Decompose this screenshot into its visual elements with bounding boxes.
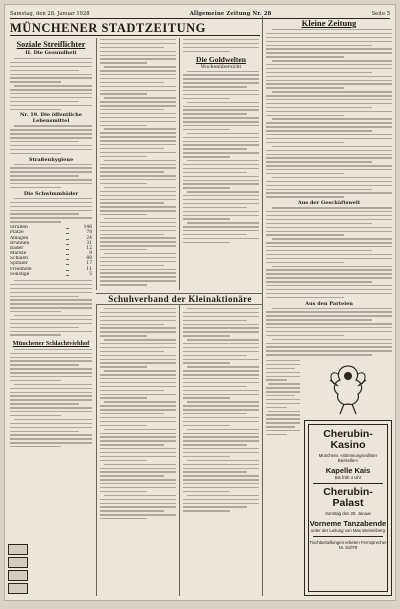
leader-dots [66,226,68,229]
banner-rule-bottom [96,304,262,305]
ad-footer: Tischbestellungen erbeten Fernsprecher Nr. 51078 [309,540,387,550]
article-body [10,280,92,336]
leader-dots [66,273,68,276]
column-rule [96,304,97,596]
statistics-list [10,225,92,277]
banner-headline: Schuhverband der Kleinaktionäre [108,294,252,304]
ad-feature-kasino: Kapelle Kais [325,466,371,475]
statistics-label: Straßen [10,225,28,231]
leader-dots [66,268,68,271]
article-body [183,39,259,52]
section-title: Kleine Zeitung [301,18,357,28]
cherub-illustration [326,360,370,416]
statistics-row [10,272,92,277]
article-body [183,71,259,244]
right-column-lower [266,360,300,596]
ad-title-kasino: Cherubin-Kasino [323,428,373,451]
statistics-value: 5 [89,271,92,277]
column-rule [179,38,180,290]
article-subhead: Aus den Parteien [305,300,353,307]
column-rule [96,38,97,290]
bottom-center-right-column [183,308,259,595]
advertisement-frame [308,424,388,592]
running-head-paper: Allgemeine Zeitung Nr. 28 [189,10,272,17]
article-body [10,198,92,223]
ad-feature-palast: Vorneme Tanzabende [309,519,387,528]
leader-dots [66,257,68,260]
article-subhead: Nr. 19. Die öffentliche Lebensmittel [19,112,83,125]
article-body [10,58,92,110]
column-rule [179,304,180,596]
article-body [266,308,392,358]
article-subhead: Aus der Geschäftswelt [297,200,361,207]
center-left-column [100,39,176,289]
leader-dots [66,252,68,255]
running-head-date: Samstag, den 28. Januar 1928 [10,10,90,17]
statistics-value: 12 [86,245,92,251]
statistics-label: Anlagen [10,235,29,241]
article-dateline: Wochenübersicht [200,64,242,70]
column-rule [262,16,263,596]
statistics-value: 9 [89,251,92,257]
bottom-center-left-column [100,308,176,595]
statistics-label: Friedhöfe [10,266,32,272]
statistics-value: 146 [83,225,92,231]
ad-date-palast: Sonntag den 29. Januar [325,511,371,516]
section-title: Soziale Streiflichter [16,40,86,49]
statistics-value: 17 [86,261,92,267]
article-headline: Die Goldwelten [196,54,246,64]
left-column [10,39,92,595]
center-right-column [183,39,259,289]
masthead: MÜNCHENER STADTZEITUNG [10,21,206,35]
article-body [100,308,176,519]
newspaper-page [4,4,396,601]
article-body [266,207,392,298]
article-body [183,308,259,512]
statistics-label: Sonstige [10,271,30,277]
masthead-rule [10,35,260,36]
article-body [266,360,300,435]
leader-dots [66,237,68,240]
article-subhead: Straßenhygiene [28,156,74,163]
running-head-page: Seite 5 [371,10,390,17]
article-body [10,349,92,448]
ad-feature-note-kasino: Bis früh 4 Uhr [334,475,362,480]
statistics-label: Bäder [10,245,24,251]
statistics-value: 88 [86,256,92,262]
article-body [10,125,92,154]
section-subtitle: II. Die Gesundheit [25,50,77,56]
article-headline: Münchener Schlachtviehhof [12,339,90,347]
leader-dots [66,262,68,265]
statistics-label: Brunnen [10,240,30,246]
banner [100,294,260,304]
ad-separator [313,483,383,484]
library-stamp [8,544,28,588]
advertisement [304,420,392,596]
statistics-value: 24 [86,235,92,241]
leader-dots [66,231,68,234]
right-column [266,18,392,358]
article-body [10,164,92,189]
statistics-value: 31 [86,240,92,246]
ad-feature-note-palast: unter der Leitung von Max Weisenberg [311,528,385,533]
statistics-label: Märkte [10,251,27,257]
leader-dots [66,242,68,245]
article-body [100,39,176,286]
ad-title-palast: Cherubin-Palast [323,486,373,509]
leader-dots [66,247,68,250]
statistics-value: 78 [86,230,92,236]
statistics-label: Schulen [10,256,28,262]
ad-subtitle-kasino: Münchens »Stimmungsvollster Bierkeller« [318,453,378,463]
article-body [266,29,392,198]
statistics-label: Plätze [10,230,24,236]
statistics-value: 11 [86,266,92,272]
ad-separator [313,536,383,537]
article-subhead: Die Schwimmbäder [23,190,79,197]
statistics-label: Spitäler [10,261,28,267]
